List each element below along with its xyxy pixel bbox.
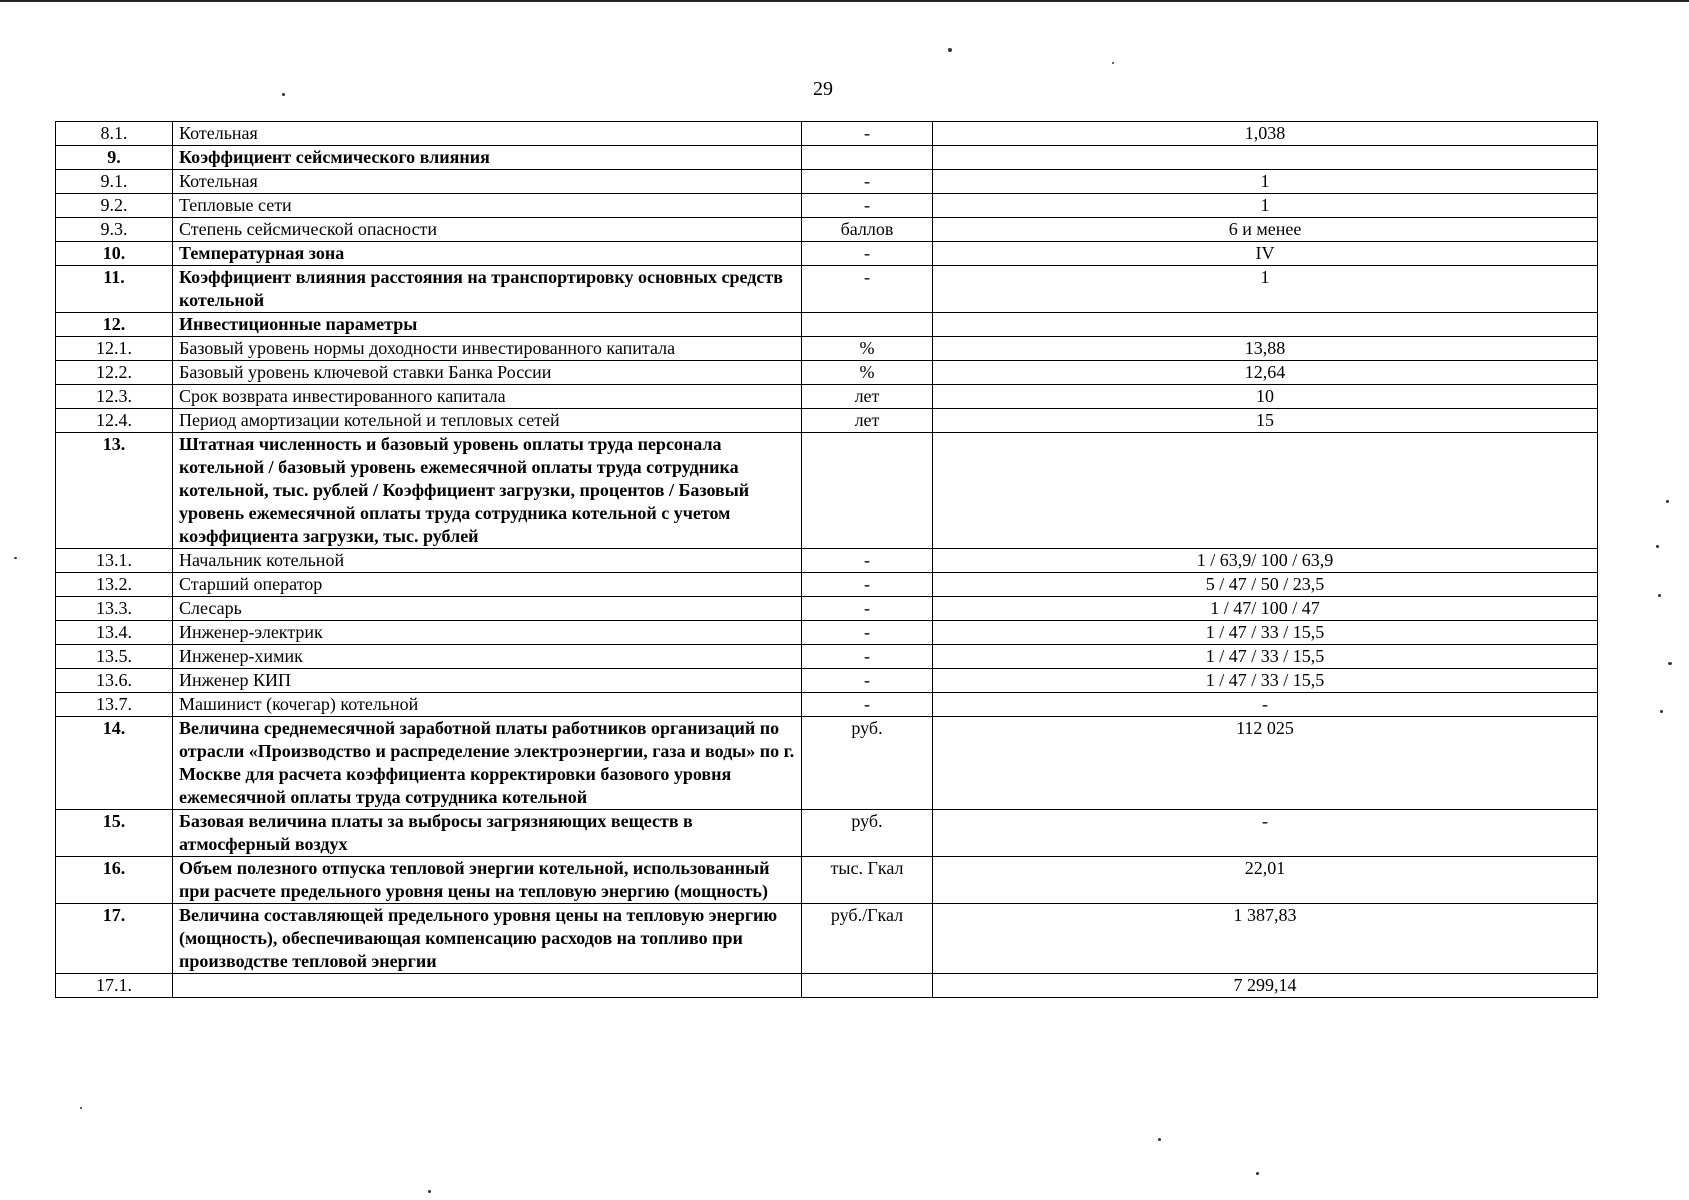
row-number: 13.5. bbox=[56, 645, 173, 669]
row-value: 1 bbox=[933, 170, 1598, 194]
row-unit: - bbox=[802, 573, 933, 597]
row-number: 9.2. bbox=[56, 194, 173, 218]
row-number: 8.1. bbox=[56, 122, 173, 146]
table-row bbox=[56, 669, 1598, 693]
row-value: 1 / 47/ 100 / 47 bbox=[933, 597, 1598, 621]
row-value: 7 299,14 bbox=[933, 974, 1598, 998]
row-unit: - bbox=[802, 242, 933, 266]
row-number: 13.2. bbox=[56, 573, 173, 597]
row-name: Котельная bbox=[173, 122, 802, 146]
row-value: 22,01 bbox=[933, 857, 1598, 904]
table-row bbox=[56, 242, 1598, 266]
table-row bbox=[56, 337, 1598, 361]
row-value: 1 / 47 / 33 / 15,5 bbox=[933, 621, 1598, 645]
table-row bbox=[56, 122, 1598, 146]
row-name: Коэффициент влияния расстояния на транспортировку основных средств котельной bbox=[173, 266, 802, 313]
row-value: 1 / 47 / 33 / 15,5 bbox=[933, 645, 1598, 669]
row-value bbox=[933, 313, 1598, 337]
row-value: - bbox=[933, 810, 1598, 857]
table-row bbox=[56, 974, 1598, 998]
table-body bbox=[56, 122, 1598, 998]
table-row bbox=[56, 146, 1598, 170]
table-row bbox=[56, 810, 1598, 857]
row-value bbox=[933, 146, 1598, 170]
row-unit: - bbox=[802, 693, 933, 717]
row-name: Инженер КИП bbox=[173, 669, 802, 693]
row-value: 1 bbox=[933, 266, 1598, 313]
row-number: 10. bbox=[56, 242, 173, 266]
table-row bbox=[56, 313, 1598, 337]
row-number: 13.4. bbox=[56, 621, 173, 645]
row-name: Коэффициент сейсмического влияния bbox=[173, 146, 802, 170]
row-unit: руб. bbox=[802, 717, 933, 810]
row-value: 5 / 47 / 50 / 23,5 bbox=[933, 573, 1598, 597]
row-number: 9.3. bbox=[56, 218, 173, 242]
row-name: Тепловые сети bbox=[173, 194, 802, 218]
row-number: 11. bbox=[56, 266, 173, 313]
row-number: 17.1. bbox=[56, 974, 173, 998]
row-name: Штатная численность и базовый уровень оплаты труда персонала котельной / базовый уровень ежемесячной оплаты труда сотрудника котельной, тыс. рублей / Коэффициент загрузки, процентов / Базовый уровень ежемесячной оплаты труда сотрудника котельной с учетом коэффициента загрузки, тыс. рублей bbox=[173, 433, 802, 549]
row-value: 15 bbox=[933, 409, 1598, 433]
row-unit: руб. bbox=[802, 810, 933, 857]
row-number: 9.1. bbox=[56, 170, 173, 194]
row-unit: лет bbox=[802, 385, 933, 409]
table-row bbox=[56, 573, 1598, 597]
row-value: IV bbox=[933, 242, 1598, 266]
row-value: - bbox=[933, 693, 1598, 717]
row-number: 9. bbox=[56, 146, 173, 170]
row-value: 6 и менее bbox=[933, 218, 1598, 242]
table-row bbox=[56, 218, 1598, 242]
row-name: Степень сейсмической опасности bbox=[173, 218, 802, 242]
row-name: Объем полезного отпуска тепловой энергии котельной, использованный при расчете предельного уровня цены на тепловую энергию (мощность) bbox=[173, 857, 802, 904]
row-value: 10 bbox=[933, 385, 1598, 409]
row-unit: баллов bbox=[802, 218, 933, 242]
row-name: Период амортизации котельной и тепловых сетей bbox=[173, 409, 802, 433]
row-name: Температурная зона bbox=[173, 242, 802, 266]
row-value: 1 / 63,9/ 100 / 63,9 bbox=[933, 549, 1598, 573]
parameters-table bbox=[55, 121, 1598, 998]
table-row bbox=[56, 361, 1598, 385]
row-number: 12.4. bbox=[56, 409, 173, 433]
row-value: 1 / 47 / 33 / 15,5 bbox=[933, 669, 1598, 693]
row-name: Слесарь bbox=[173, 597, 802, 621]
row-unit: - bbox=[802, 669, 933, 693]
row-name: Инвестиционные параметры bbox=[173, 313, 802, 337]
row-unit bbox=[802, 146, 933, 170]
row-number: 12.1. bbox=[56, 337, 173, 361]
row-unit bbox=[802, 313, 933, 337]
row-unit: % bbox=[802, 361, 933, 385]
row-value: 1 bbox=[933, 194, 1598, 218]
row-number: 13.3. bbox=[56, 597, 173, 621]
row-unit: - bbox=[802, 122, 933, 146]
table-row bbox=[56, 717, 1598, 810]
table-row bbox=[56, 693, 1598, 717]
row-number: 12. bbox=[56, 313, 173, 337]
row-unit: - bbox=[802, 597, 933, 621]
row-number: 15. bbox=[56, 810, 173, 857]
row-number: 17. bbox=[56, 904, 173, 974]
row-unit bbox=[802, 433, 933, 549]
table-row bbox=[56, 433, 1598, 549]
row-name: Срок возврата инвестированного капитала bbox=[173, 385, 802, 409]
table-row bbox=[56, 194, 1598, 218]
row-unit: - bbox=[802, 621, 933, 645]
row-value: 13,88 bbox=[933, 337, 1598, 361]
page-number: 29 bbox=[813, 78, 833, 100]
table-row bbox=[56, 597, 1598, 621]
row-name: Инженер-электрик bbox=[173, 621, 802, 645]
row-unit: - bbox=[802, 645, 933, 669]
row-number: 13.1. bbox=[56, 549, 173, 573]
row-unit: руб./Гкал bbox=[802, 904, 933, 974]
row-unit: лет bbox=[802, 409, 933, 433]
table-row bbox=[56, 266, 1598, 313]
row-name: Базовый уровень ключевой ставки Банка России bbox=[173, 361, 802, 385]
row-name: Базовый уровень нормы доходности инвестированного капитала bbox=[173, 337, 802, 361]
table-row bbox=[56, 621, 1598, 645]
row-name: Старший оператор bbox=[173, 573, 802, 597]
table-row bbox=[56, 549, 1598, 573]
row-number: 14. bbox=[56, 717, 173, 810]
row-unit: тыс. Гкал bbox=[802, 857, 933, 904]
row-value bbox=[933, 433, 1598, 549]
row-unit: - bbox=[802, 549, 933, 573]
row-value: 1,038 bbox=[933, 122, 1598, 146]
row-value: 112 025 bbox=[933, 717, 1598, 810]
row-name: Начальник котельной bbox=[173, 549, 802, 573]
row-unit: - bbox=[802, 266, 933, 313]
row-name: Машинист (кочегар) котельной bbox=[173, 693, 802, 717]
row-value: 12,64 bbox=[933, 361, 1598, 385]
row-name bbox=[173, 974, 802, 998]
row-number: 13.7. bbox=[56, 693, 173, 717]
row-name: Котельная bbox=[173, 170, 802, 194]
row-name: Базовая величина платы за выбросы загрязняющих веществ в атмосферный воздух bbox=[173, 810, 802, 857]
row-unit bbox=[802, 974, 933, 998]
table-row bbox=[56, 409, 1598, 433]
row-name: Инженер-химик bbox=[173, 645, 802, 669]
scan-top-edge bbox=[0, 0, 1689, 2]
row-unit: - bbox=[802, 194, 933, 218]
table-row bbox=[56, 857, 1598, 904]
row-number: 16. bbox=[56, 857, 173, 904]
table-row bbox=[56, 645, 1598, 669]
row-unit: - bbox=[802, 170, 933, 194]
row-value: 1 387,83 bbox=[933, 904, 1598, 974]
row-unit: % bbox=[802, 337, 933, 361]
row-number: 13.6. bbox=[56, 669, 173, 693]
row-number: 13. bbox=[56, 433, 173, 549]
row-name: Величина среднемесячной заработной платы работников организаций по отрасли «Производство и распределение электроэнергии, газа и воды» по г. Москве для расчета коэффициента корректировки базового уровня ежемесячной оплаты труда сотрудника котельной bbox=[173, 717, 802, 810]
row-number: 12.2. bbox=[56, 361, 173, 385]
row-number: 12.3. bbox=[56, 385, 173, 409]
table-row bbox=[56, 170, 1598, 194]
table-row bbox=[56, 904, 1598, 974]
table-row bbox=[56, 385, 1598, 409]
row-name: Величина составляющей предельного уровня цены на тепловую энергию (мощность), обеспечивающая компенсацию расходов на топливо при производстве тепловой энергии bbox=[173, 904, 802, 974]
